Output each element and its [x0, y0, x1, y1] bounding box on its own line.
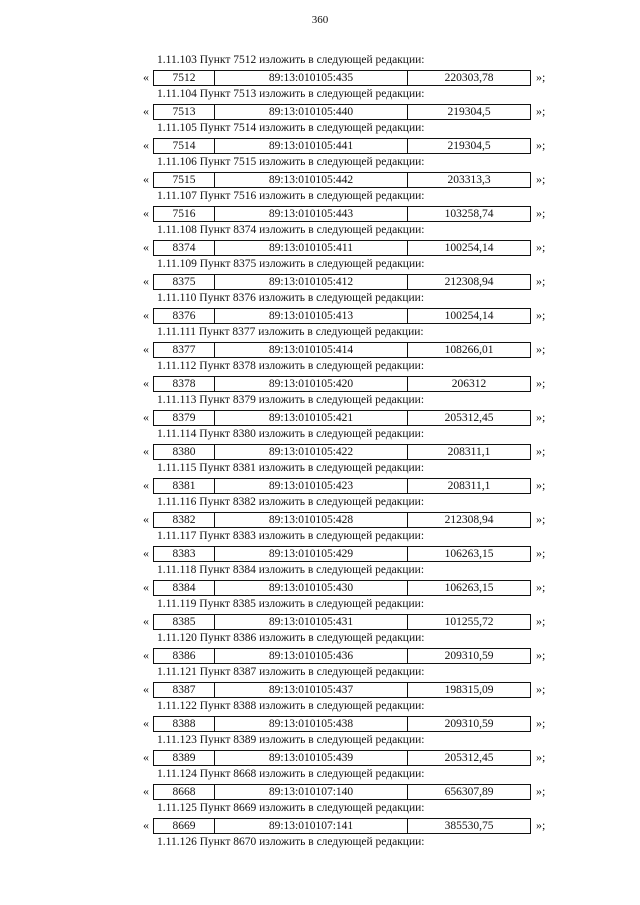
- point-number-cell: 8385: [154, 615, 215, 629]
- amendment-row: [0, 647, 640, 664]
- opening-quote: «: [143, 240, 149, 254]
- amendment-heading: 1.11.108 Пункт 8374 изложить в следующей редакции:: [157, 224, 425, 236]
- table-row: [153, 444, 531, 460]
- table-row: [153, 70, 531, 86]
- cadastral-number-cell: 89:13:010105:420: [215, 377, 408, 391]
- table-row: [153, 342, 531, 358]
- closing-quote: »;: [536, 274, 546, 288]
- amendment-row: [0, 749, 640, 766]
- value-cell: 208311,1: [447, 480, 491, 492]
- cadastral-number-cell: 89:13:010105:413: [215, 309, 408, 323]
- cadastral-number-cell: 89:13:010105:421: [215, 411, 408, 425]
- value-cell: 209310,59: [444, 650, 494, 662]
- amendment-entry: [0, 324, 640, 358]
- opening-quote: «: [143, 376, 149, 390]
- closing-quote: »;: [536, 478, 546, 492]
- amendment-entry: [0, 766, 640, 800]
- amendment-entry: [0, 392, 640, 426]
- table-row: [153, 138, 531, 154]
- point-number-cell: 8383: [154, 547, 215, 561]
- table-row: [153, 410, 531, 426]
- amendment-heading: 1.11.106 Пункт 7515 изложить в следующей редакции:: [157, 156, 425, 168]
- closing-quote: »;: [536, 614, 546, 628]
- point-number-cell: 8376: [154, 309, 215, 323]
- closing-quote: »;: [536, 818, 546, 832]
- cadastral-number-cell: 89:13:010105:443: [215, 207, 408, 221]
- opening-quote: «: [143, 444, 149, 458]
- point-number-cell: 8379: [154, 411, 215, 425]
- cadastral-number-cell: 89:13:010105:437: [215, 683, 408, 697]
- amendment-row: [0, 239, 640, 256]
- point-number-cell: 8374: [154, 241, 215, 255]
- value-cell: 100254,14: [444, 242, 494, 254]
- closing-quote: »;: [536, 172, 546, 186]
- amendment-heading: 1.11.107 Пункт 7516 изложить в следующей редакции:: [157, 190, 425, 202]
- cadastral-number-cell: 89:13:010105:440: [215, 105, 408, 119]
- closing-quote: »;: [536, 682, 546, 696]
- point-number-cell: 8669: [154, 819, 215, 833]
- amendment-row: [0, 171, 640, 188]
- amendment-entry: [0, 800, 640, 834]
- opening-quote: «: [143, 546, 149, 560]
- point-number-cell: 8384: [154, 581, 215, 595]
- table-row: [153, 750, 531, 766]
- closing-quote: »;: [536, 716, 546, 730]
- closing-quote: »;: [536, 376, 546, 390]
- amendment-heading: 1.11.103 Пункт 7512 изложить в следующей редакции:: [157, 54, 425, 66]
- value-cell: 103258,74: [444, 208, 494, 220]
- opening-quote: «: [143, 172, 149, 186]
- amendment-heading: 1.11.117 Пункт 8383 изложить в следующей редакции:: [157, 530, 425, 542]
- amendment-row: [0, 511, 640, 528]
- point-number-cell: 8378: [154, 377, 215, 391]
- point-number-cell: 8386: [154, 649, 215, 663]
- cadastral-number-cell: 89:13:010105:428: [215, 513, 408, 527]
- table-row: [153, 682, 531, 698]
- amendment-entry: [0, 188, 640, 222]
- table-row: [153, 240, 531, 256]
- cadastral-number-cell: 89:13:010105:429: [215, 547, 408, 561]
- amendment-heading: 1.11.115 Пункт 8381 изложить в следующей редакции:: [157, 462, 425, 474]
- point-number-cell: 7514: [154, 139, 215, 153]
- point-number-cell: 8389: [154, 751, 215, 765]
- amendment-row: [0, 817, 640, 834]
- closing-quote: »;: [536, 138, 546, 152]
- opening-quote: «: [143, 716, 149, 730]
- amendment-heading: 1.11.113 Пункт 8379 изложить в следующей редакции:: [157, 394, 425, 406]
- amendment-row: [0, 613, 640, 630]
- amendment-entry: [0, 222, 640, 256]
- value-cell: 206312: [451, 378, 487, 390]
- cadastral-number-cell: 89:13:010105:412: [215, 275, 408, 289]
- table-row: [153, 512, 531, 528]
- amendment-list: [0, 52, 640, 851]
- table-row: [153, 308, 531, 324]
- amendment-entry: [0, 528, 640, 562]
- cadastral-number-cell: 89:13:010105:414: [215, 343, 408, 357]
- closing-quote: »;: [536, 444, 546, 458]
- amendment-row: [0, 103, 640, 120]
- value-cell: 198315,09: [444, 684, 494, 696]
- amendment-row: [0, 137, 640, 154]
- amendment-row: [0, 579, 640, 596]
- amendment-entry: [0, 256, 640, 290]
- amendment-row: [0, 273, 640, 290]
- closing-quote: »;: [536, 104, 546, 118]
- closing-quote: »;: [536, 342, 546, 356]
- point-number-cell: 8382: [154, 513, 215, 527]
- closing-quote: »;: [536, 784, 546, 798]
- cadastral-number-cell: 89:13:010105:441: [215, 139, 408, 153]
- point-number-cell: 8668: [154, 785, 215, 799]
- value-cell: 209310,59: [444, 718, 494, 730]
- amendment-entry: [0, 52, 640, 86]
- amendment-heading: 1.11.116 Пункт 8382 изложить в следующей редакции:: [157, 496, 425, 508]
- opening-quote: «: [143, 750, 149, 764]
- table-row: [153, 716, 531, 732]
- cadastral-number-cell: 89:13:010105:423: [215, 479, 408, 493]
- cadastral-number-cell: 89:13:010105:439: [215, 751, 408, 765]
- cadastral-number-cell: 89:13:010105:435: [215, 71, 408, 85]
- closing-quote: »;: [536, 648, 546, 662]
- table-row: [153, 274, 531, 290]
- point-number-cell: 8380: [154, 445, 215, 459]
- value-cell: 205312,45: [444, 752, 494, 764]
- closing-quote: »;: [536, 70, 546, 84]
- closing-quote: »;: [536, 308, 546, 322]
- point-number-cell: 7512: [154, 71, 215, 85]
- amendment-row: [0, 205, 640, 222]
- value-cell: 203313,3: [447, 174, 491, 186]
- opening-quote: «: [143, 682, 149, 696]
- table-row: [153, 546, 531, 562]
- amendment-entry: [0, 358, 640, 392]
- point-number-cell: 7515: [154, 173, 215, 187]
- value-cell: 208311,1: [447, 446, 491, 458]
- page-number: 360: [311, 14, 329, 26]
- amendment-row: [0, 341, 640, 358]
- table-row: [153, 818, 531, 834]
- amendment-entry: [0, 460, 640, 494]
- opening-quote: «: [143, 206, 149, 220]
- amendment-heading: 1.11.125 Пункт 8669 изложить в следующей редакции:: [157, 802, 425, 814]
- opening-quote: «: [143, 308, 149, 322]
- amendment-heading: 1.11.119 Пункт 8385 изложить в следующей редакции:: [157, 598, 425, 610]
- value-cell: 108266,01: [444, 344, 494, 356]
- amendment-entry: [0, 120, 640, 154]
- value-cell: 101255,72: [444, 616, 494, 628]
- amendment-entry: [0, 596, 640, 630]
- value-cell: 385530,75: [444, 820, 494, 832]
- value-cell: 219304,5: [447, 140, 491, 152]
- value-cell: 100254,14: [444, 310, 494, 322]
- table-row: [153, 784, 531, 800]
- cadastral-number-cell: 89:13:010107:141: [215, 819, 408, 833]
- point-number-cell: 7513: [154, 105, 215, 119]
- point-number-cell: 8381: [154, 479, 215, 493]
- value-cell: 219304,5: [447, 106, 491, 118]
- amendment-heading: 1.11.122 Пункт 8388 изложить в следующей редакции:: [157, 700, 425, 712]
- table-row: [153, 648, 531, 664]
- amendment-entry: [0, 732, 640, 766]
- table-row: [153, 376, 531, 392]
- closing-quote: »;: [536, 512, 546, 526]
- opening-quote: «: [143, 580, 149, 594]
- amendment-row: [0, 409, 640, 426]
- value-cell: 106263,15: [444, 548, 494, 560]
- point-number-cell: 8387: [154, 683, 215, 697]
- table-row: [153, 478, 531, 494]
- opening-quote: «: [143, 342, 149, 356]
- closing-quote: »;: [536, 206, 546, 220]
- amendment-entry: [0, 630, 640, 664]
- cadastral-number-cell: 89:13:010105:438: [215, 717, 408, 731]
- amendment-heading: 1.11.121 Пункт 8387 изложить в следующей редакции:: [157, 666, 425, 678]
- table-row: [153, 104, 531, 120]
- amendment-heading: 1.11.114 Пункт 8380 изложить в следующей редакции:: [157, 428, 425, 440]
- cadastral-number-cell: 89:13:010105:442: [215, 173, 408, 187]
- table-row: [153, 172, 531, 188]
- opening-quote: «: [143, 648, 149, 662]
- amendment-heading: 1.11.110 Пункт 8376 изложить в следующей редакции:: [157, 292, 425, 304]
- cadastral-number-cell: 89:13:010105:430: [215, 581, 408, 595]
- value-cell: 220303,78: [444, 72, 494, 84]
- closing-quote: »;: [536, 410, 546, 424]
- amendment-heading: 1.11.111 Пункт 8377 изложить в следующей редакции:: [157, 326, 424, 338]
- closing-quote: »;: [536, 580, 546, 594]
- opening-quote: «: [143, 104, 149, 118]
- table-row: [153, 580, 531, 596]
- point-number-cell: 7516: [154, 207, 215, 221]
- cadastral-number-cell: 89:13:010105:422: [215, 445, 408, 459]
- amendment-heading: 1.11.109 Пункт 8375 изложить в следующей редакции:: [157, 258, 425, 270]
- amendment-heading: 1.11.123 Пункт 8389 изложить в следующей редакции:: [157, 734, 425, 746]
- amendment-row: [0, 69, 640, 86]
- closing-quote: »;: [536, 750, 546, 764]
- amendment-entry: [0, 494, 640, 528]
- amendment-entry: [0, 426, 640, 460]
- amendment-row: [0, 307, 640, 324]
- value-cell: 106263,15: [444, 582, 494, 594]
- value-cell: 205312,45: [444, 412, 494, 424]
- opening-quote: «: [143, 818, 149, 832]
- cadastral-number-cell: 89:13:010105:431: [215, 615, 408, 629]
- point-number-cell: 8377: [154, 343, 215, 357]
- amendment-heading: 1.11.118 Пункт 8384 изложить в следующей редакции:: [157, 564, 425, 576]
- amendment-entry: [0, 154, 640, 188]
- amendment-entry: [0, 86, 640, 120]
- amendment-row: [0, 715, 640, 732]
- amendment-heading: 1.11.124 Пункт 8668 изложить в следующей редакции:: [157, 768, 425, 780]
- cadastral-number-cell: 89:13:010105:411: [215, 241, 408, 255]
- amendment-row: [0, 443, 640, 460]
- amendment-row: [0, 375, 640, 392]
- amendment-row: [0, 681, 640, 698]
- opening-quote: «: [143, 614, 149, 628]
- amendment-heading: 1.11.120 Пункт 8386 изложить в следующей редакции:: [157, 632, 425, 644]
- opening-quote: «: [143, 138, 149, 152]
- closing-quote: »;: [536, 240, 546, 254]
- amendment-row: [0, 477, 640, 494]
- point-number-cell: 8375: [154, 275, 215, 289]
- amendment-heading: 1.11.126 Пункт 8670 изложить в следующей редакции:: [157, 836, 425, 848]
- cadastral-number-cell: 89:13:010107:140: [215, 785, 408, 799]
- amendment-heading: 1.11.112 Пункт 8378 изложить в следующей редакции:: [157, 360, 425, 372]
- closing-quote: »;: [536, 546, 546, 560]
- opening-quote: «: [143, 410, 149, 424]
- opening-quote: «: [143, 512, 149, 526]
- amendment-entry: [0, 698, 640, 732]
- opening-quote: «: [143, 70, 149, 84]
- table-row: [153, 206, 531, 222]
- table-row: [153, 614, 531, 630]
- amendment-row: [0, 545, 640, 562]
- opening-quote: «: [143, 784, 149, 798]
- value-cell: 212308,94: [444, 276, 494, 288]
- amendment-row: [0, 783, 640, 800]
- point-number-cell: 8388: [154, 717, 215, 731]
- opening-quote: «: [143, 274, 149, 288]
- amendment-heading: 1.11.104 Пункт 7513 изложить в следующей редакции:: [157, 88, 425, 100]
- cadastral-number-cell: 89:13:010105:436: [215, 649, 408, 663]
- amendment-entry: [0, 290, 640, 324]
- amendment-entry: [0, 664, 640, 698]
- amendment-heading: 1.11.105 Пункт 7514 изложить в следующей редакции:: [157, 122, 425, 134]
- value-cell: 656307,89: [444, 786, 494, 798]
- amendment-entry: [0, 562, 640, 596]
- value-cell: 212308,94: [444, 514, 494, 526]
- opening-quote: «: [143, 478, 149, 492]
